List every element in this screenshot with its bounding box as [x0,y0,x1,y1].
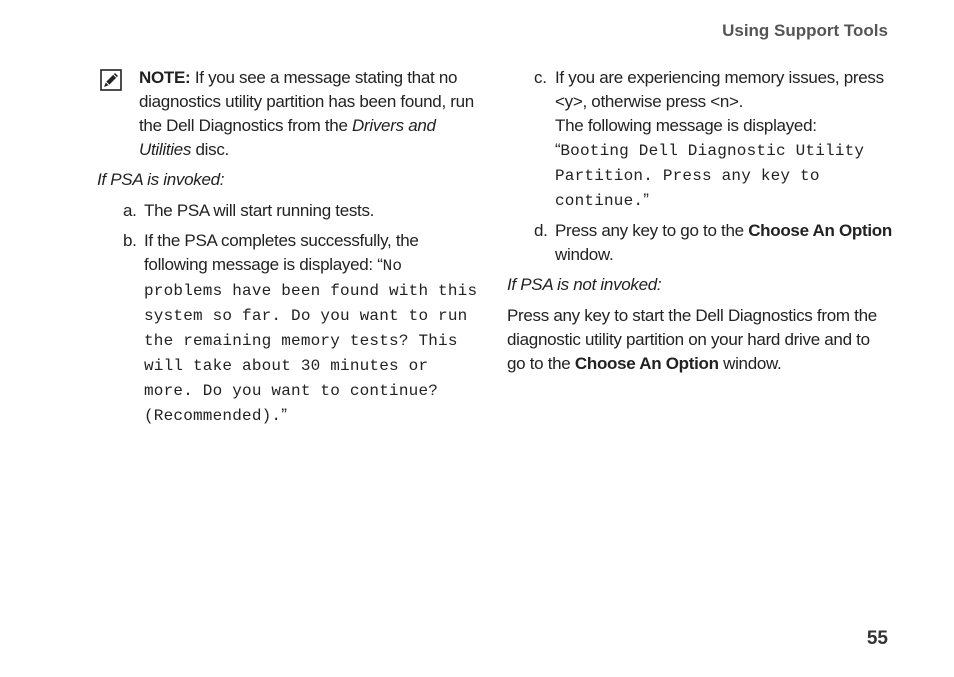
psa-not-invoked-heading: If PSA is not invoked: [507,275,662,294]
step-c-quote-open: “ [555,140,561,159]
step-b-quote-close: ” [281,405,287,424]
psa-not-invoked-text-2: window. [718,354,782,373]
psa-not-invoked-paragraph [507,304,892,376]
step-b-quote-open: “ [377,255,383,274]
step-d-content [555,219,892,267]
note-text-2: disc. [191,140,229,159]
left-column [97,66,482,434]
psa-invoked-heading: If PSA is invoked: [97,170,225,189]
step-a-text: The PSA will start running tests. [144,201,375,220]
step-a [123,199,482,223]
step-d-text-2: window. [555,245,614,264]
step-b-text: If the PSA completes successfully, the following message is displayed: [144,231,419,274]
step-c-label: c. [534,68,547,87]
note-text [139,66,482,162]
note-italic-title: Drivers and Utilities [139,116,436,159]
note-text-1: If you see a message stating that no diagnostics utility partition has been found, run the Dell Diagnostics from the [139,68,474,135]
step-c-content [555,66,892,213]
section-header: Using Support Tools [722,21,888,40]
psa-not-invoked-text-1: Press any key to start the Dell Diagnostics from the diagnostic utility partition on your hard drive and to go to the [507,306,877,373]
note-pencil-icon [100,69,122,91]
step-c [534,66,892,213]
step-c-text: If you are experiencing memory issues, press <y>, otherwise press <n>. [555,68,884,111]
step-a-label: a. [123,201,137,220]
page-number: 55 [866,628,888,649]
right-column [507,66,892,376]
step-d-label: d. [534,221,548,240]
note-block [97,66,482,162]
psa-not-invoked-bold: Choose An Option [574,354,719,373]
note-label: NOTE: [139,68,191,87]
step-d [534,219,892,267]
step-b-message: No problems have been found with this system so far. Do you want to run the remaining memory tests? This will take about 30 minutes or more. Do you want to continue? (Recommended). [144,257,478,425]
step-b-content [144,229,482,428]
step-c-text-2: The following message is displayed: [555,116,817,135]
step-d-bold: Choose An Option [748,221,892,240]
step-d-text-1: Press any key to go to the [555,221,749,240]
step-c-message: Booting Dell Diagnostic Utility Partition. Press any key to continue. [555,142,865,210]
step-c-quote-close: ” [643,190,649,209]
step-b-label: b. [123,231,137,250]
step-b [123,229,482,428]
